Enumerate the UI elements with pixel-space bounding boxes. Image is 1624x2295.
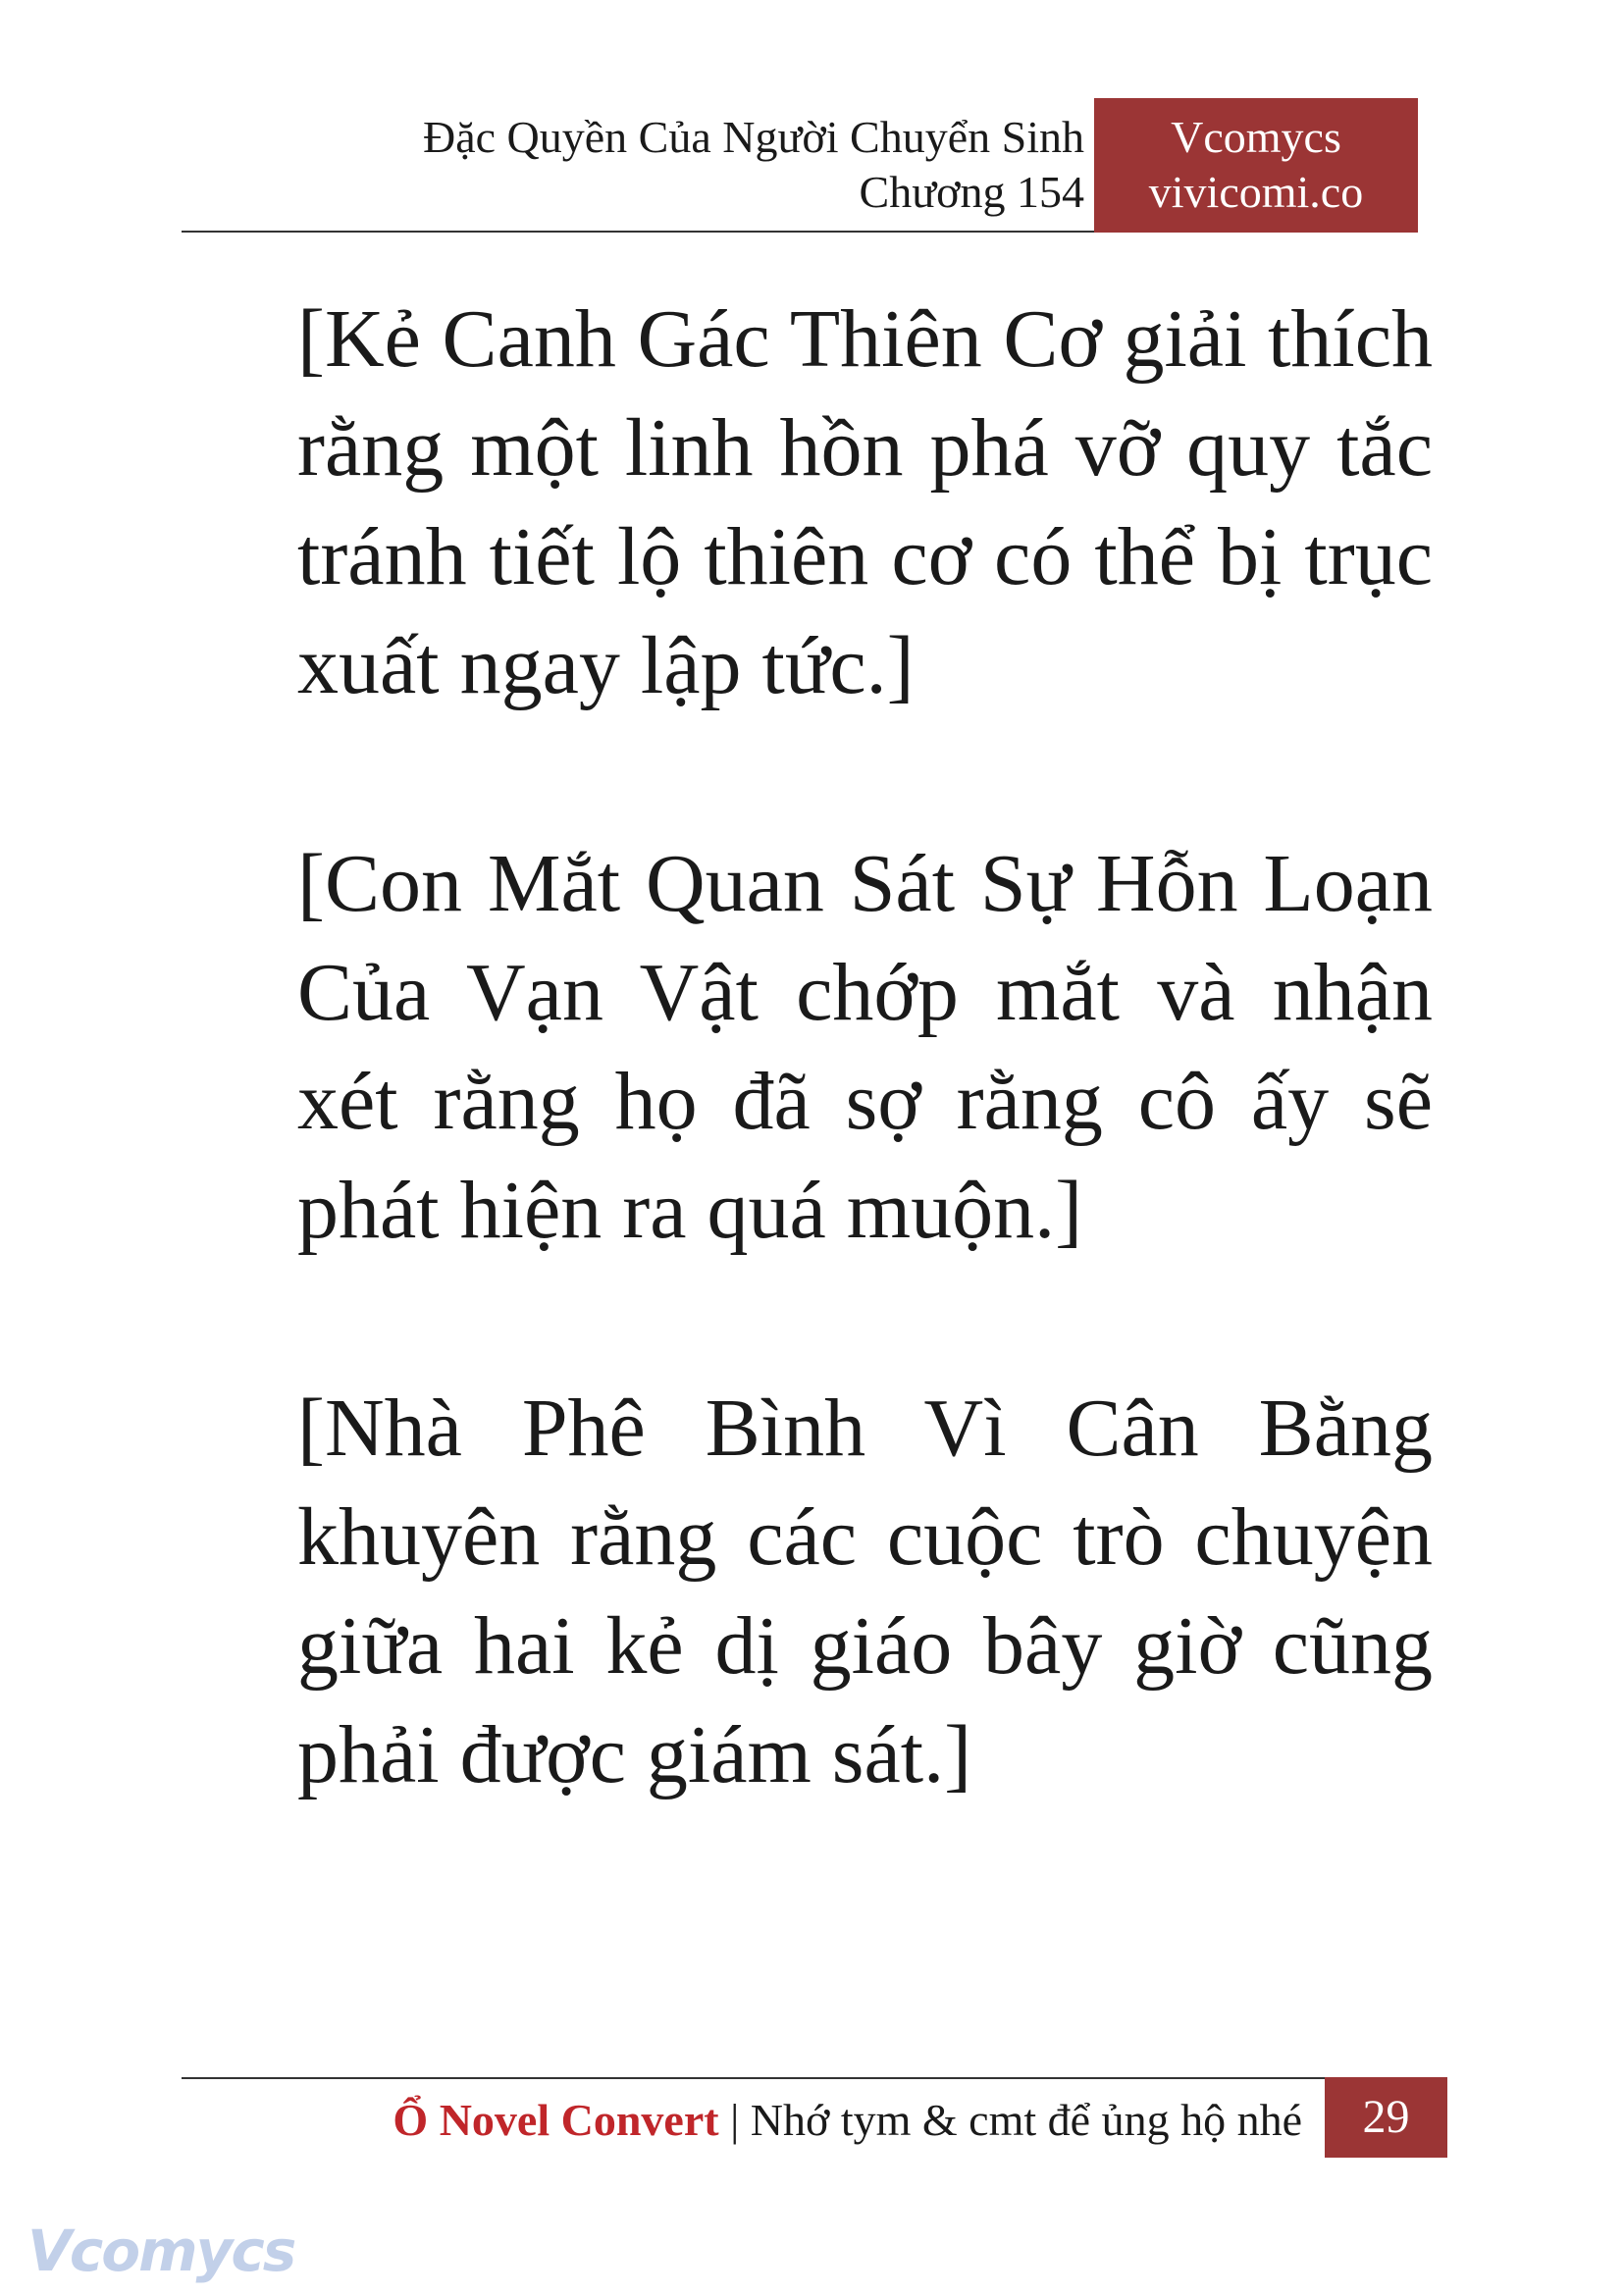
- book-title: Đặc Quyền Của Người Chuyển Sinh: [422, 112, 1084, 162]
- footer-text: [393, 2091, 1302, 2150]
- footer-message: Nhớ tym & cmt để ủng hộ nhé: [750, 2095, 1302, 2145]
- paragraph: [Nhà Phê Bình Vì Cân Bằng khuyên rằng các cuộc trò chuyện giữa hai kẻ dị giáo bây giờ cũng phải được giám sát.]: [297, 1382, 1433, 1800]
- chapter-body: [297, 285, 1433, 1918]
- header-divider: [182, 231, 1094, 233]
- footer-separator: |: [718, 2095, 751, 2145]
- chapter-label: Chương 154: [859, 167, 1084, 217]
- brand-site: vivicomi.co: [1148, 167, 1364, 217]
- page-footer: [182, 2077, 1447, 2158]
- brand-name: Vcomycs: [1171, 112, 1341, 162]
- page-number: 29: [1325, 2077, 1447, 2158]
- paragraph: [Kẻ Canh Gác Thiên Cơ giải thích rằng một linh hồn phá vỡ quy tắc tránh tiết lộ thiên cơ có thể bị trục xuất ngay lập tức.]: [297, 293, 1433, 711]
- footer-brand: Ổ Novel Convert: [393, 2095, 719, 2145]
- header-title-block: [423, 110, 1084, 220]
- header-brand-box: [1094, 98, 1418, 233]
- page-header: [182, 98, 1418, 233]
- watermark-logo: Vcomycs: [27, 2217, 295, 2284]
- footer-divider: [182, 2077, 1325, 2079]
- paragraph: [Con Mắt Quan Sát Sự Hỗn Loạn Của Vạn Vật chớp mắt và nhận xét rằng họ đã sợ rằng cô ấy sẽ phát hiện ra quá muộn.]: [297, 838, 1433, 1256]
